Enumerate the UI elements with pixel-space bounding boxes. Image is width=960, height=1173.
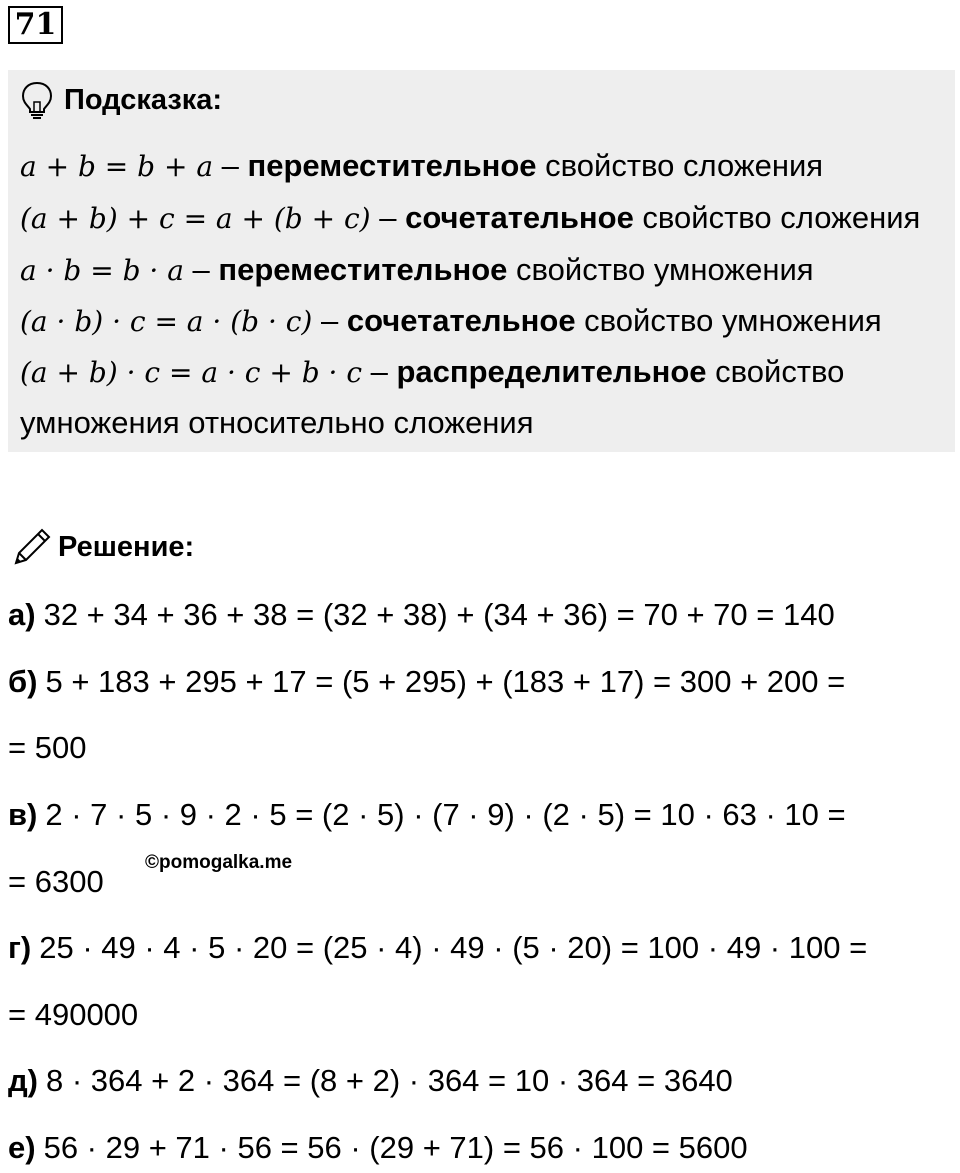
- item-label: в): [8, 797, 38, 832]
- solution-item-continuation: = 490000: [8, 997, 139, 1032]
- item-text: 56 · 29 + 71 · 56 = 56 · (29 + 71) = 56 · 100 = 5600: [43, 1130, 748, 1165]
- formula: a + b = b + a: [20, 150, 214, 183]
- solution-item: [8, 1061, 733, 1101]
- item-text: 5 + 183 + 295 + 17 = (5 + 295) + (183 + 17) = 300 + 200 =: [45, 664, 846, 699]
- solution-item-continuation: = 500: [8, 730, 87, 765]
- property-desc: свойство сложения: [536, 148, 824, 183]
- hint-title: Подсказка:: [64, 83, 223, 116]
- dash: –: [370, 200, 406, 235]
- item-text: 8 · 364 + 2 · 364 = (8 + 2) · 364 = 10 · 364 = 3640: [46, 1063, 733, 1098]
- property-name: сочетательное: [346, 303, 576, 338]
- solution-item: [8, 1128, 748, 1168]
- solution-item: [8, 662, 845, 702]
- pencil-icon: [10, 525, 54, 569]
- hint-line: [20, 198, 920, 239]
- dash: –: [213, 148, 248, 183]
- formula: (a + b) · c = a · c + b · c: [20, 356, 363, 389]
- task-number: 71: [8, 6, 63, 44]
- dash: –: [312, 303, 347, 338]
- item-label: г): [8, 930, 32, 965]
- hint-box: [8, 70, 955, 452]
- solution-title: Решение:: [58, 530, 195, 563]
- formula: a · b = b · a: [20, 254, 184, 287]
- formula: (a · b) · c = a · (b · c): [20, 305, 313, 338]
- item-label: а): [8, 597, 36, 632]
- property-desc: свойство умножения: [507, 252, 814, 287]
- property-name: переместительное: [218, 252, 508, 287]
- item-text: 2 · 7 · 5 · 9 · 2 · 5 = (2 · 5) · (7 · 9) · (2 · 5) = 10 · 63 · 10 =: [45, 797, 846, 832]
- hint-line: [20, 301, 882, 342]
- item-label: д): [8, 1063, 39, 1098]
- property-name: переместительное: [247, 148, 537, 183]
- solution-item-continuation: = 6300: [8, 864, 104, 899]
- item-text: 25 · 49 · 4 · 5 · 20 = (25 · 4) · 49 · (5 · 20) = 100 · 49 · 100 =: [39, 930, 868, 965]
- property-desc: свойство умножения: [575, 303, 882, 338]
- property-name: сочетательное: [405, 200, 634, 235]
- hint-line: [20, 250, 814, 291]
- item-text: 32 + 34 + 36 + 38 = (32 + 38) + (34 + 36) = 70 + 70 = 140: [43, 597, 835, 632]
- formula: (a + b) + c = a + (b + c): [20, 202, 371, 235]
- property-name: распределительное: [396, 354, 707, 389]
- solution-header: [10, 525, 194, 569]
- solution-item: [8, 795, 846, 835]
- hint-line: [20, 352, 844, 393]
- dash: –: [362, 354, 397, 389]
- property-desc: свойство сложения: [633, 200, 921, 235]
- hint-header: [20, 80, 222, 120]
- hint-continuation: умножения относительно сложения: [20, 405, 534, 440]
- hint-line: [20, 146, 823, 187]
- solution-item: [8, 928, 867, 968]
- item-label: б): [8, 664, 38, 699]
- lightbulb-icon: [20, 80, 54, 120]
- property-desc: свойство: [706, 354, 845, 389]
- solution-item: [8, 595, 835, 635]
- dash: –: [183, 252, 219, 287]
- item-label: е): [8, 1130, 36, 1165]
- watermark: ©pomogalka.me: [145, 852, 293, 873]
